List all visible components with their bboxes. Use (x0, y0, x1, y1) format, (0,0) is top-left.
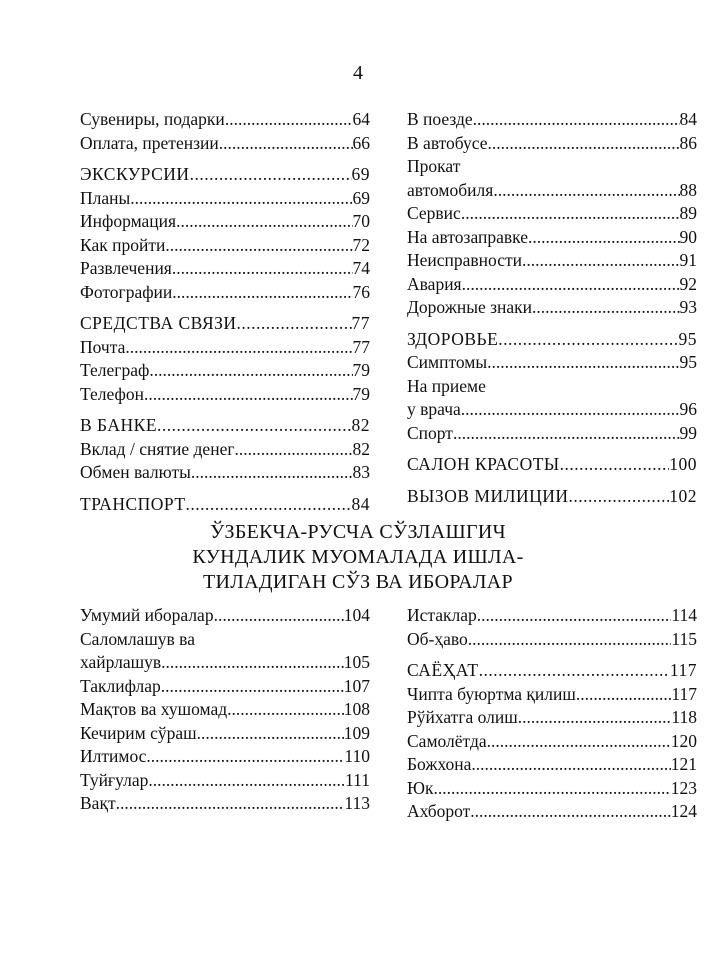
dot-leader (235, 438, 353, 462)
toc-entry-page-number: 111 (345, 769, 370, 790)
toc-section-heading (407, 328, 697, 352)
toc-entry (80, 210, 370, 234)
toc-entry-page-number: 82 (352, 438, 370, 459)
toc-entry-page-number: 76 (352, 281, 370, 302)
toc-entry (80, 792, 370, 816)
dot-leader (214, 604, 344, 628)
toc-entry-label: СРЕДСТВА СВЯЗИ (80, 313, 237, 333)
toc-entry-label: Телеграф (80, 360, 150, 380)
dot-leader (468, 628, 672, 652)
toc-entry-page-number: 115 (671, 628, 697, 649)
toc-entry-page-number: 86 (679, 132, 697, 153)
toc-entry-page-number: 84 (679, 109, 697, 129)
toc-column-left (80, 604, 370, 816)
toc-entry (407, 398, 697, 422)
toc-entry (80, 336, 370, 360)
dot-leader (576, 683, 672, 707)
toc-entry (407, 226, 697, 250)
toc-entry-page-number: 88 (679, 179, 697, 200)
toc-entry-label: Мақтов ва хушомад (80, 699, 228, 719)
toc-entry-page-number: 84 (351, 493, 370, 514)
toc-entry-page-number: 92 (679, 273, 697, 294)
dot-leader (148, 769, 345, 793)
toc-entry-page-number: 108 (343, 699, 370, 719)
toc-entry-label: Информация (80, 211, 177, 231)
toc-entry-page-number: 93 (679, 297, 697, 317)
dot-leader (186, 493, 352, 517)
toc-entry-page-number: 89 (679, 203, 697, 223)
toc-entry-page-number: 110 (344, 746, 370, 766)
toc-entry-page-number: 72 (352, 234, 370, 255)
toc-entry-page-number: 99 (679, 422, 697, 443)
dot-leader (473, 108, 680, 132)
toc-entry-label: Вақт (80, 793, 116, 813)
toc-entry-label: Об-ҳаво (407, 628, 468, 649)
toc-entry-prefix: Саломлашув ва (80, 628, 195, 649)
toc-entry-label: САЁҲАТ (407, 660, 479, 680)
toc-entry-label: В БАНКЕ (80, 415, 158, 435)
toc-entry-page-number: 79 (352, 360, 370, 380)
section-title-line-3: ТИЛАДИГАН СЎЗ ВА ИБОРАЛАР (203, 571, 513, 593)
dot-leader (116, 792, 345, 816)
toc-entry-label: Оплата, претензии (80, 132, 219, 153)
dot-leader (528, 226, 680, 250)
toc-entry-page-number: 82 (351, 415, 370, 435)
dot-leader (130, 187, 352, 211)
toc-entry-page-number: 104 (343, 605, 370, 625)
toc-entry-page-number: 120 (670, 730, 697, 751)
toc-entry (407, 730, 697, 754)
toc-entry (80, 281, 370, 305)
toc-entry-page-number: 90 (679, 226, 697, 247)
toc-entry (80, 108, 370, 132)
toc-entry-label: Неисправности (407, 250, 523, 270)
toc-entry-label: Рўйхатга олиш (407, 707, 518, 727)
toc-entry-label: Истаклар (407, 605, 477, 625)
toc-entry (407, 202, 697, 226)
toc-entry (80, 132, 370, 156)
toc-entry-page-number: 64 (352, 109, 370, 129)
toc-entry (407, 604, 697, 628)
toc-entry-page-number: 105 (343, 652, 370, 672)
toc-section-heading (80, 312, 370, 336)
toc-entry (407, 132, 697, 156)
dot-leader (144, 383, 353, 407)
toc-entry (407, 296, 697, 320)
toc-entry-page-number: 70 (352, 211, 370, 231)
section-title-line-1: ЎЗБЕКЧА-РУСЧА СЎЗЛАШГИЧ (210, 521, 506, 543)
dot-leader (518, 706, 672, 730)
toc-entry-label: Сервис (407, 203, 461, 223)
dot-leader (569, 485, 670, 509)
dot-leader (176, 210, 352, 234)
toc-entry-page-number: 91 (679, 250, 697, 270)
toc-entry-page-number: 117 (669, 660, 697, 680)
dot-leader (225, 108, 353, 132)
toc-entry-page-number: 74 (352, 258, 370, 278)
toc-entry (80, 461, 370, 485)
toc-column-left (80, 108, 370, 516)
dot-leader (161, 675, 344, 699)
toc-entry-page-number: 114 (671, 605, 697, 625)
toc-entry-page-number: 113 (344, 793, 370, 813)
toc-entry (80, 769, 370, 793)
dot-leader (219, 132, 353, 156)
toc-entry-prefix: Прокат (407, 156, 461, 176)
toc-entry (80, 438, 370, 462)
toc-entry (407, 351, 697, 375)
dot-leader (522, 249, 679, 273)
toc-entry-page-number: 96 (679, 399, 697, 419)
dot-leader (470, 800, 670, 824)
dot-leader (161, 651, 344, 675)
toc-entry-label: Умумий иборалар (80, 605, 214, 625)
dot-leader (146, 745, 344, 769)
toc-entry-label: Авария (407, 273, 462, 294)
toc-column-right (407, 108, 697, 508)
dot-leader (498, 328, 678, 352)
toc-entry-label: Телефон (80, 383, 144, 404)
toc-section-heading (80, 163, 370, 187)
toc-section-heading (407, 659, 697, 683)
section-title (0, 520, 716, 595)
toc-entry-label: Обмен валюты (80, 462, 191, 482)
toc-entry (80, 722, 370, 746)
toc-entry-page-number: 109 (343, 722, 370, 743)
toc-entry (80, 604, 370, 628)
toc-entry (407, 628, 697, 652)
toc-entry-label: Почта (80, 336, 126, 357)
toc-section-heading (407, 453, 697, 477)
dot-leader (227, 698, 344, 722)
dot-leader (487, 351, 679, 375)
toc-entry (407, 108, 697, 132)
dot-leader (165, 234, 352, 258)
toc-entry (407, 706, 697, 730)
toc-section-heading (80, 414, 370, 438)
toc-entry (80, 383, 370, 407)
dot-leader (237, 312, 352, 336)
dot-leader (560, 453, 670, 477)
toc-entry-label: ТРАНСПОРТ (80, 493, 186, 514)
toc-entry (80, 651, 370, 675)
dot-leader (462, 273, 680, 297)
dot-leader (157, 414, 351, 438)
toc-entry-page-number: 107 (343, 675, 370, 696)
toc-entry-label: Туйғулар (80, 769, 149, 790)
dot-leader (532, 296, 679, 320)
toc-entry-label: Как пройти (80, 234, 166, 255)
toc-entry-label: Симптомы (407, 352, 488, 372)
toc-entry-page-number: 83 (352, 462, 370, 482)
toc-entry-label: Ахборот (407, 801, 471, 821)
dot-leader (434, 777, 671, 801)
toc-entry (80, 257, 370, 281)
page-number: 4 (353, 62, 363, 84)
toc-entry-page-number: 123 (670, 777, 697, 798)
dot-leader (488, 132, 680, 156)
toc-entry-page-number: 79 (352, 383, 370, 404)
toc-entry (407, 179, 697, 203)
toc-entry (80, 745, 370, 769)
toc-column-right (407, 604, 697, 824)
toc-entry-page-number: 118 (671, 707, 697, 727)
dot-leader (190, 163, 352, 187)
toc-entry-label: Божхона (407, 754, 472, 774)
toc-entry (407, 249, 697, 273)
toc-entry-label: ЗДОРОВЬЕ (407, 328, 499, 349)
toc-entry-label: автомобиля (407, 179, 494, 200)
toc-entry (80, 234, 370, 258)
dot-leader (149, 359, 352, 383)
toc-entry-page-number: 69 (351, 164, 370, 184)
dot-leader (461, 398, 680, 422)
dot-leader (461, 202, 680, 226)
toc-entry-label: Сувениры, подарки (80, 109, 225, 129)
toc-entry (407, 273, 697, 297)
toc-entry-label: у врача (407, 399, 461, 419)
toc-entry-page-number: 100 (669, 454, 697, 474)
toc-entry (80, 359, 370, 383)
dot-leader (487, 730, 671, 754)
toc-entry-label: Спорт (407, 422, 453, 443)
toc-entry-label: Развлечения (80, 258, 172, 278)
section-title-line-2: КУНДАЛИК МУОМАЛАДА ИШЛА- (192, 546, 524, 568)
toc-entry-page-number: 117 (671, 683, 697, 704)
toc-entry-page-number: 102 (669, 485, 697, 506)
toc-entry-label: Юк (407, 777, 434, 798)
toc-entry (80, 675, 370, 699)
toc-entry (407, 753, 697, 777)
dot-leader (172, 281, 352, 305)
toc-entry-label: В поезде (407, 109, 473, 129)
toc-entry-label: Планы (80, 187, 131, 208)
toc-entry-page-number: 77 (351, 313, 370, 333)
dot-leader (197, 722, 344, 746)
toc-entry-page-number: 121 (670, 754, 697, 774)
toc-entry-label: Вклад / снятие денег (80, 438, 235, 459)
toc-entry-label: Кечирим сўраш (80, 722, 197, 743)
toc-entry-label: хайрлашув (80, 652, 162, 672)
toc-entry-label: ЭКСКУРСИИ (80, 164, 190, 184)
toc-entry-label: В автобусе (407, 132, 488, 153)
toc-entry-prefix: На приеме (407, 375, 486, 396)
toc-section-heading (80, 493, 370, 517)
toc-entry-label: Дорожные знаки (407, 297, 533, 317)
toc-entry-page-number: 124 (670, 801, 697, 821)
toc-entry (80, 187, 370, 211)
dot-leader (191, 461, 353, 485)
dot-leader (493, 179, 679, 203)
toc-entry-label: Фотографии (80, 281, 173, 302)
dot-leader (125, 336, 352, 360)
toc-entry-label: Самолётда (407, 730, 487, 751)
toc-entry-page-number: 95 (678, 328, 697, 349)
toc-entry-label: На автозаправке (407, 226, 528, 247)
toc-entry (407, 683, 697, 707)
toc-entry-page-number: 66 (352, 132, 370, 153)
toc-entry-label: ВЫЗОВ МИЛИЦИИ (407, 485, 569, 506)
toc-entry (407, 777, 697, 801)
dot-leader (471, 753, 670, 777)
toc-entry-label: Таклифлар (80, 675, 161, 696)
toc-entry-label: САЛОН КРАСОТЫ (407, 454, 560, 474)
toc-section-heading (407, 485, 697, 509)
toc-entry-page-number: 77 (352, 336, 370, 357)
dot-leader (453, 422, 680, 446)
toc-entry-label: Чипта буюртма қилиш (407, 683, 576, 704)
dot-leader (479, 659, 670, 683)
toc-entry-page-number: 95 (679, 352, 697, 372)
toc-entry (407, 800, 697, 824)
toc-entry-label: Илтимос (80, 746, 147, 766)
dot-leader (477, 604, 672, 628)
dot-leader (172, 257, 353, 281)
toc-entry-page-number: 69 (352, 187, 370, 208)
toc-entry (80, 698, 370, 722)
toc-entry (407, 422, 697, 446)
